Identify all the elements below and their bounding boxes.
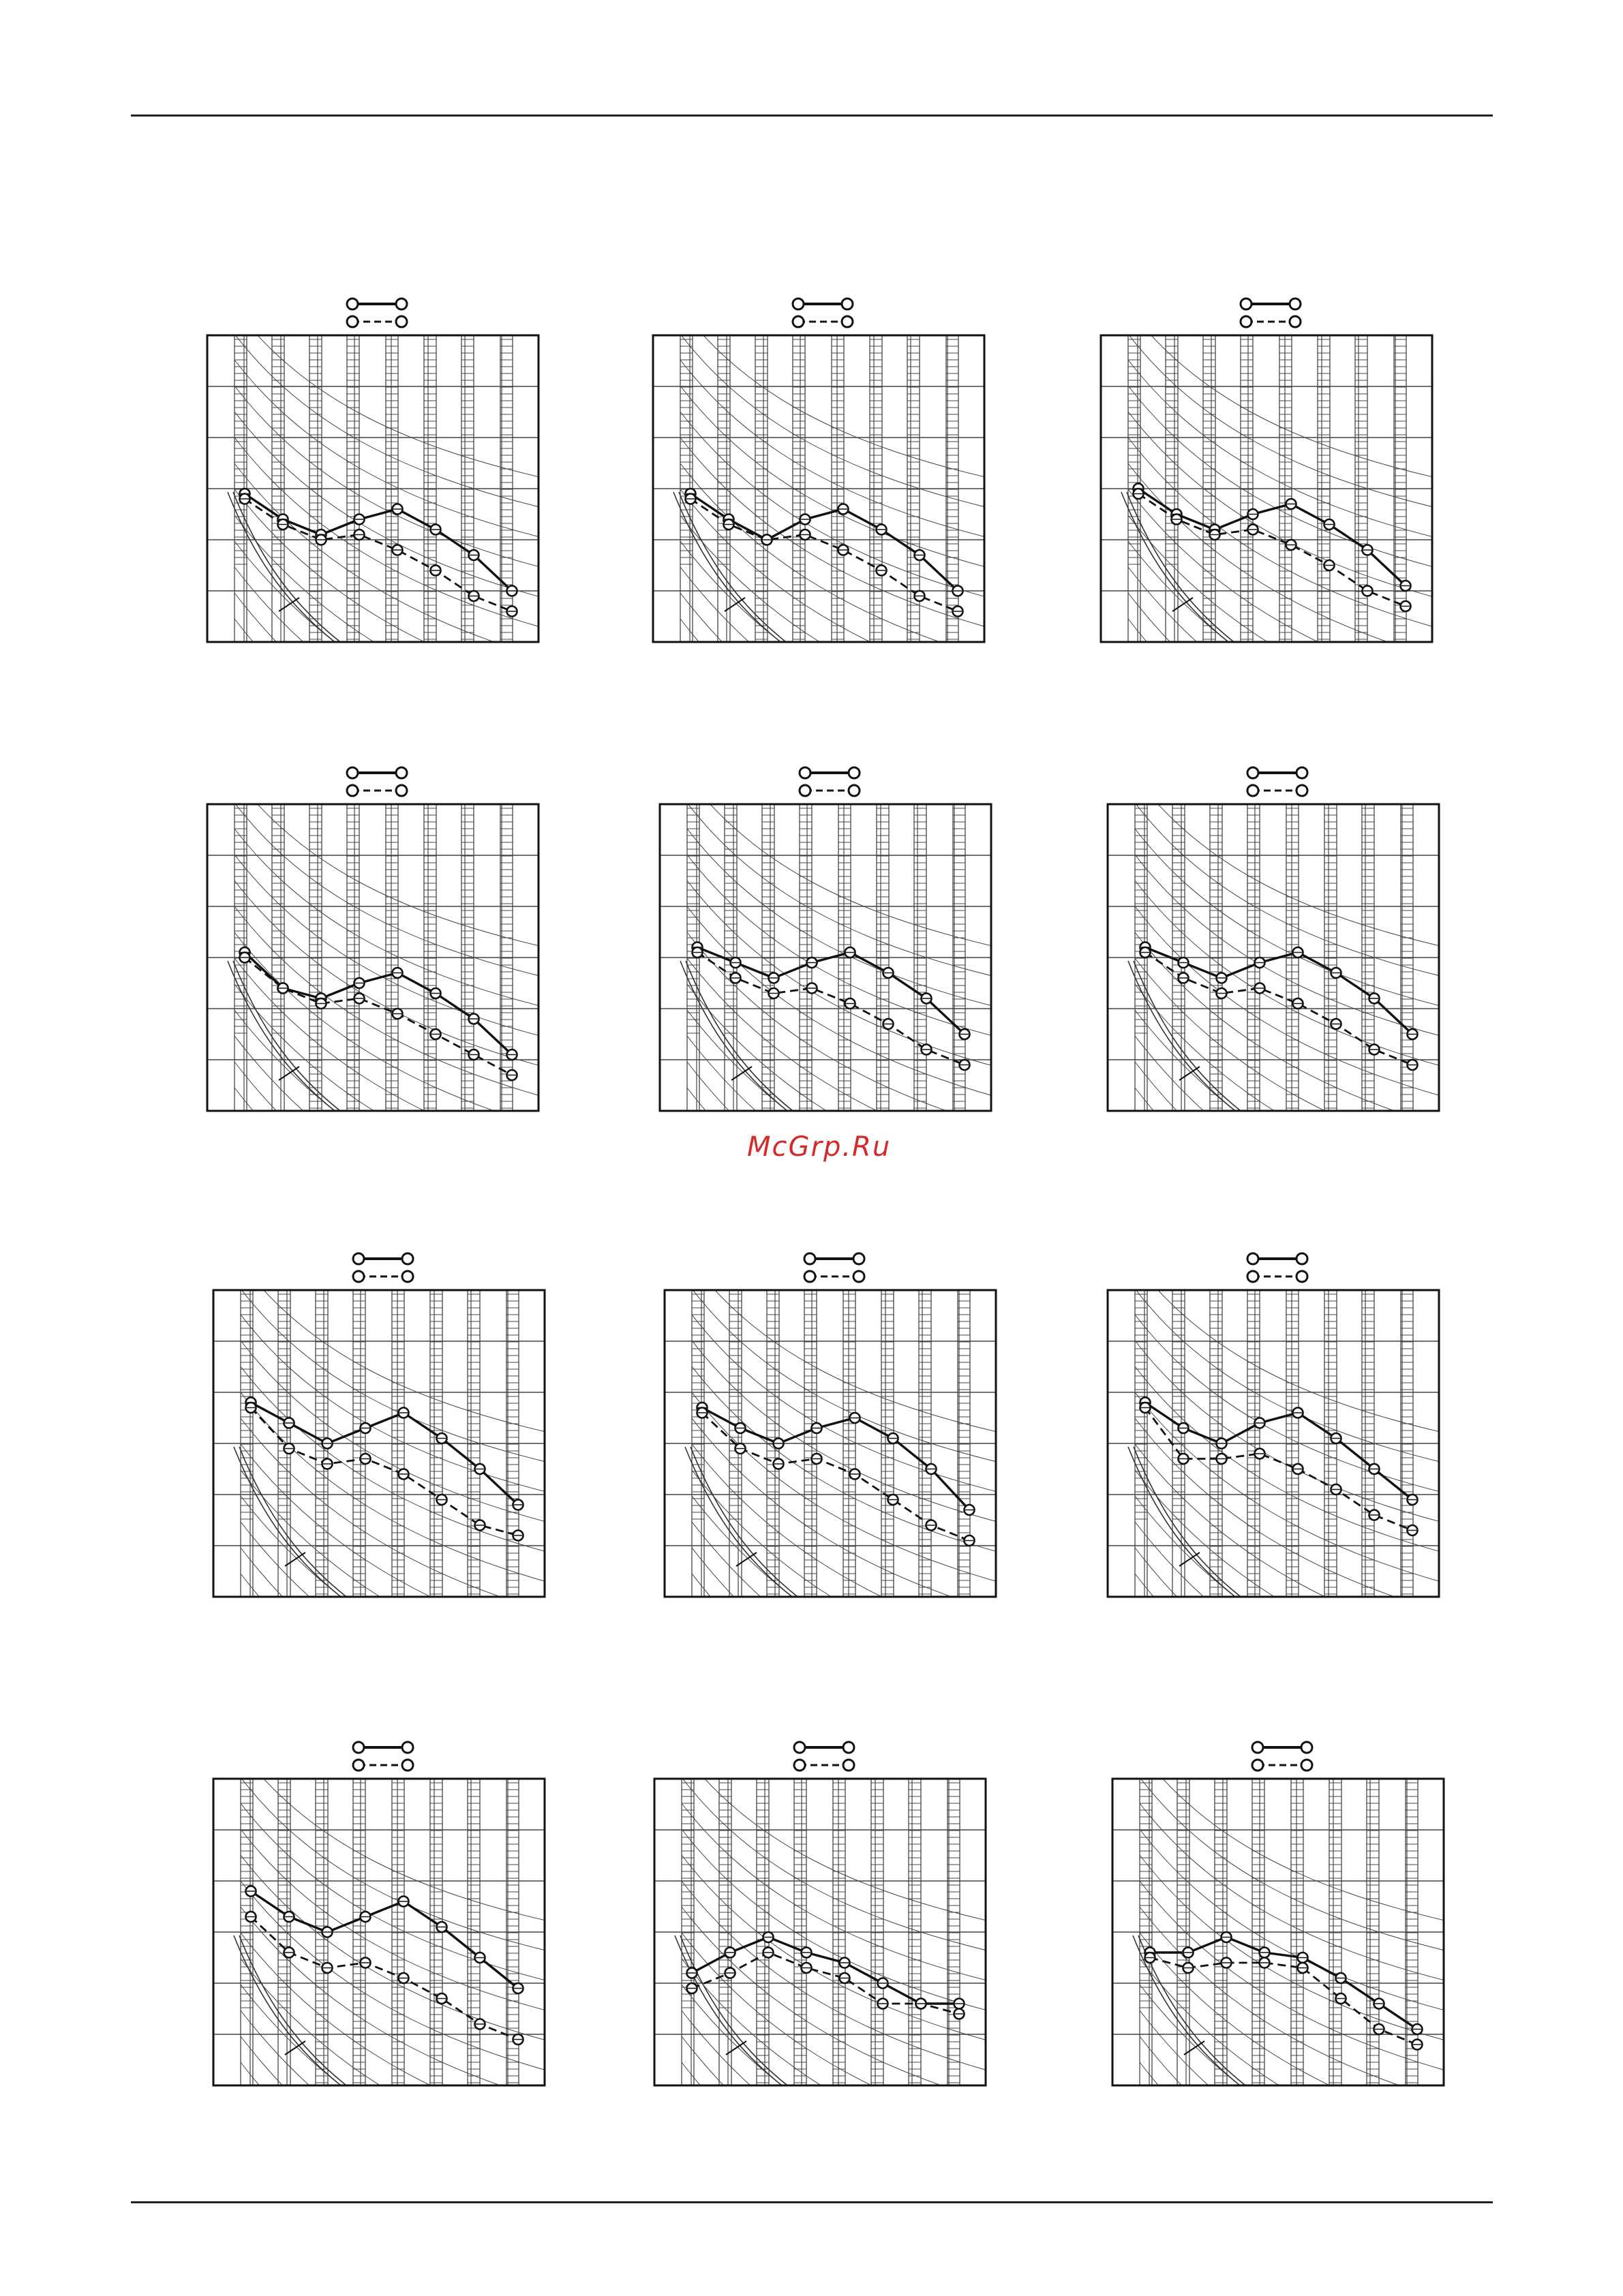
legend-dashed-series [1241,316,1301,327]
legend-dashed-series [353,1760,413,1771]
boundary-curve [233,492,349,649]
legend-solid-series [794,1742,854,1753]
reference-curve [682,2114,992,2296]
legend-solid-series [1241,299,1301,309]
legend-solid-series [1247,767,1307,778]
legend-dashed-series [793,316,853,327]
legend [793,299,853,327]
chart-panel-7 [213,1236,545,1597]
legend-solid-series [804,1253,864,1264]
boundary-curve [1127,492,1243,649]
legend [353,1253,413,1282]
chart-panel-5 [660,750,991,1111]
legend-dashed-series [1252,1760,1312,1771]
boundary-curve [686,961,802,1118]
legend-solid-series [1247,1253,1307,1264]
legend-dashed-series [347,785,407,796]
chart-panel-11 [654,1724,986,2085]
legend [794,1742,854,1771]
chart-panel-8 [665,1236,996,1597]
legend-solid-series [347,299,407,309]
legend [347,299,407,327]
reference-curve [1140,2062,1451,2282]
chart-panel-2 [653,281,984,642]
legend-dashed-series [800,785,860,796]
boundary-curve [1134,961,1249,1118]
legend [353,1742,413,1771]
legend-solid-series [347,767,407,778]
boundary-curve [691,1447,806,1604]
chart-panel-3 [1101,281,1432,642]
legend [1247,1253,1307,1282]
legend [1252,1742,1312,1771]
reference-curve [682,2062,992,2282]
legend [804,1253,864,1282]
reference-curve [1140,2088,1451,2296]
plot-area [654,1751,992,2296]
chart-panel-4 [207,750,539,1111]
footer-rule [131,2201,1493,2203]
reference-curve [241,2088,551,2296]
legend-solid-series [353,1253,413,1264]
watermark-text: McGrp.Ru [747,1131,892,1163]
chart-panel-10 [213,1724,545,2085]
reference-curve [241,2062,551,2282]
boundary-curve [239,1935,355,2092]
reference-curve [241,2114,551,2296]
boundary-curve [680,1935,796,2092]
header-rule [131,114,1493,117]
boundary-curve [679,492,795,649]
legend [800,767,860,796]
legend-dashed-series [353,1271,413,1282]
reference-curve [682,2088,992,2296]
legend-dashed-series [347,316,407,327]
boundary-curve [233,961,349,1118]
boundary-curve [1134,1447,1249,1604]
plot-area [213,1751,551,2296]
chart-panel-6 [1108,750,1439,1111]
legend-dashed-series [804,1271,864,1282]
legend-dashed-series [1247,1271,1307,1282]
legend-solid-series [1252,1742,1312,1753]
legend [1241,299,1301,327]
reference-curve [1140,2114,1451,2296]
chart-panel-1 [207,281,539,642]
legend [1247,767,1307,796]
chart-panel-9 [1108,1236,1439,1597]
legend-dashed-series [794,1760,854,1771]
chart-panel-12 [1112,1724,1444,2085]
legend-dashed-series [1247,785,1307,796]
legend-solid-series [793,299,853,309]
legend-solid-series [353,1742,413,1753]
boundary-curve [239,1447,355,1604]
legend [347,767,407,796]
plot-area [1112,1751,1451,2296]
legend-solid-series [800,767,860,778]
